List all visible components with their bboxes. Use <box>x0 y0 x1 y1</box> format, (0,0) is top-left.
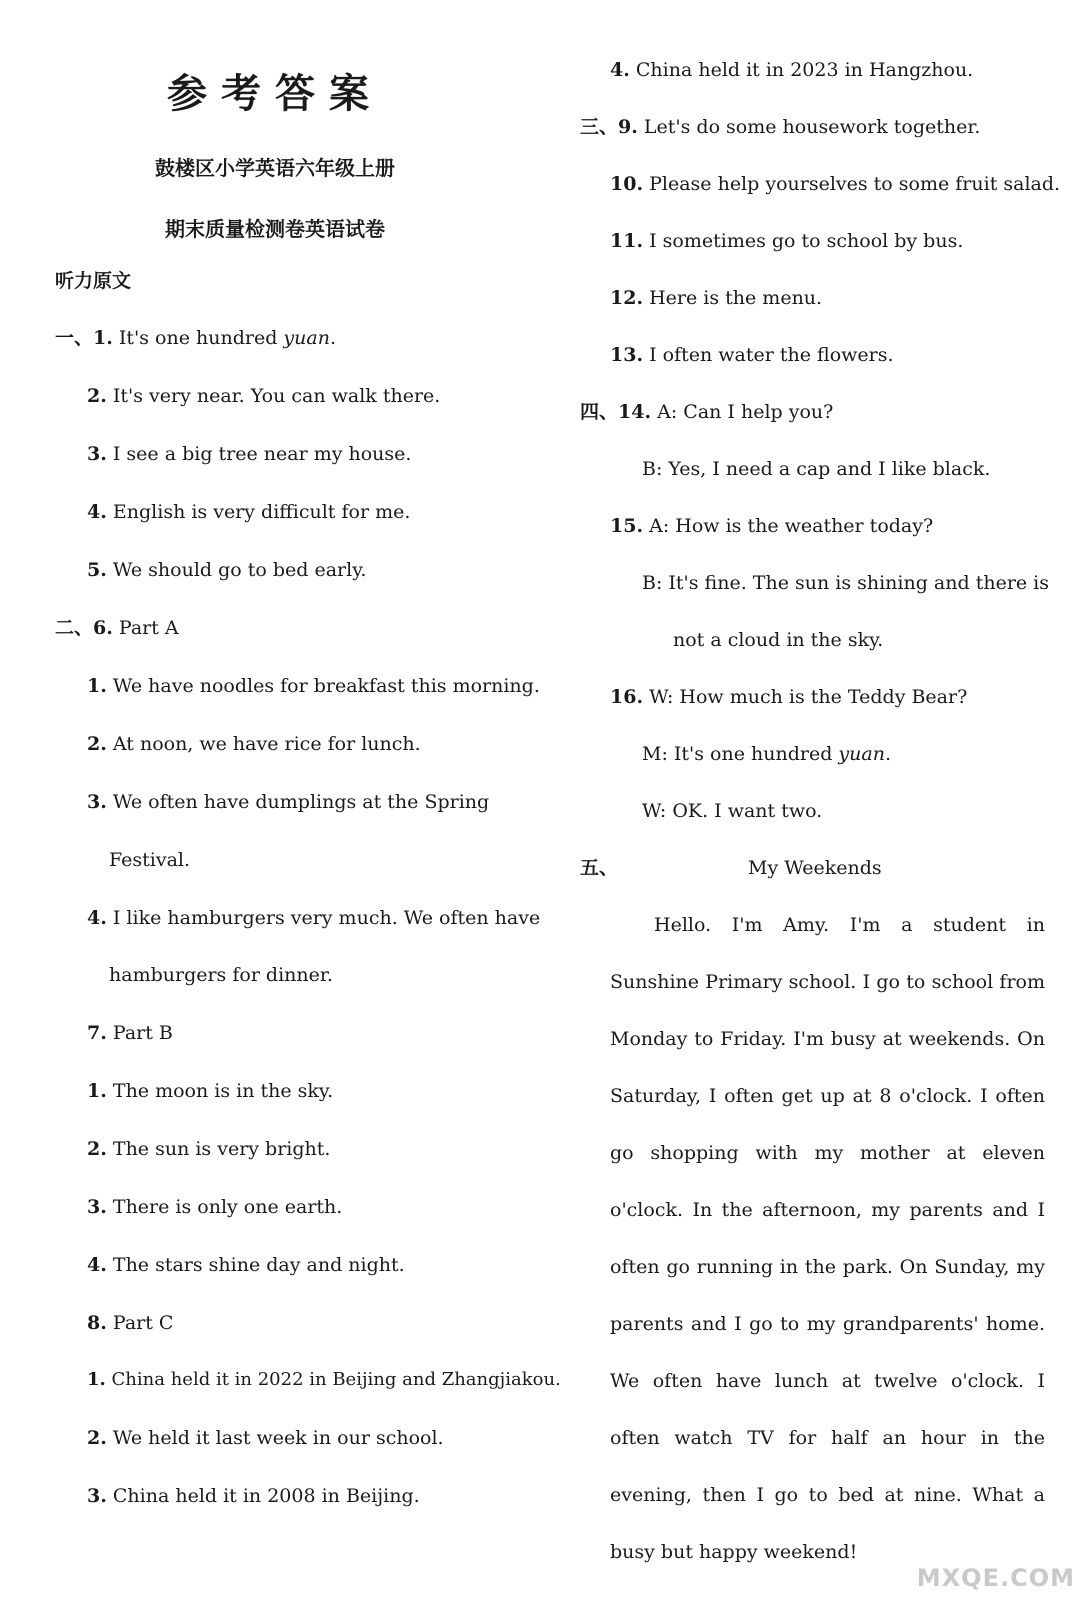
question-1: 一、1. It's one hundred yuan. <box>55 327 337 349</box>
dialogue-line: M: It's one hundred yuan. <box>642 743 892 765</box>
question-7: 7. Part B <box>87 1022 173 1044</box>
list-item: 2. The sun is very bright. <box>87 1138 331 1160</box>
question-3: 3. I see a big tree near my house. <box>87 443 412 465</box>
dialogue-line: B: Yes, I need a cap and I like black. <box>642 458 991 480</box>
question-10: 10. Please help yourselves to some fruit salad. <box>610 173 1061 195</box>
section-marker-5: 五、 <box>580 857 619 879</box>
question-6: 二、6. Part A <box>55 617 179 639</box>
dialogue-line: B: It's fine. The sun is shining and there is <box>642 572 1050 594</box>
list-item: 3. China held it in 2008 in Beijing. <box>87 1485 420 1507</box>
passage-text: Hello. I'm Amy. I'm a student in Sunshine Primary school. I go to school from Monday to Friday. I'm busy at weekends. On Saturday, I often get up at 8 o'clock. I often go shopping with my mother at eleven o'clock. In the afternoon, my parents and I often go running in the park. On Sunday, my parents and I go to my grandparents' home. We often have lunch at twelve o'clock. I often watch TV for half an hour in the evening, then I go to bed at nine. What a busy but happy weekend! <box>610 914 1045 1563</box>
question-14: 四、14. A: Can I help you? <box>580 401 834 423</box>
list-item: 2. We held it last week in our school. <box>87 1427 444 1449</box>
question-8: 8. Part C <box>87 1312 174 1334</box>
section-marker-1: 一、 <box>55 327 94 349</box>
section-5-header <box>580 855 618 881</box>
question-13: 13. I often water the flowers. <box>610 344 894 366</box>
list-item: hamburgers for dinner. <box>109 964 333 986</box>
watermark: MXQE.COM <box>916 1564 1075 1592</box>
list-item: 2. At noon, we have rice for lunch. <box>87 733 421 755</box>
exam-subtitle-2: 期末质量检测卷英语试卷 <box>165 217 385 241</box>
question-16: 16. W: How much is the Teddy Bear? <box>610 686 968 708</box>
exam-subtitle-1: 鼓楼区小学英语六年级上册 <box>155 156 395 180</box>
section-marker-4: 四、 <box>580 401 619 423</box>
question-12: 12. Here is the menu. <box>610 287 823 309</box>
list-item: Festival. <box>109 849 191 871</box>
question-15: 15. A: How is the weather today? <box>610 515 934 537</box>
passage-title: My Weekends <box>748 857 882 879</box>
list-item: 1. China held it in 2022 in Beijing and Zhangjiakou. <box>87 1369 561 1390</box>
section-heading: 听力原文 <box>55 270 132 292</box>
dialogue-line: W: OK. I want two. <box>642 800 823 822</box>
list-item: 4. The stars shine day and night. <box>87 1254 405 1276</box>
section-marker-3: 三、 <box>580 116 619 138</box>
question-11: 11. I sometimes go to school by bus. <box>610 230 964 252</box>
list-item: 3. There is only one earth. <box>87 1196 343 1218</box>
page-title: 参考答案 <box>167 71 383 117</box>
list-item: 3. We often have dumplings at the Spring <box>87 791 490 813</box>
list-item: 1. The moon is in the sky. <box>87 1080 334 1102</box>
section-marker-2: 二、 <box>55 617 94 639</box>
question-4: 4. English is very difficult for me. <box>87 501 411 523</box>
list-item: 1. We have noodles for breakfast this morning. <box>87 675 540 697</box>
question-9: 三、9. Let's do some housework together. <box>580 116 981 138</box>
dialogue-line: not a cloud in the sky. <box>673 629 884 651</box>
list-item: 4. China held it in 2023 in Hangzhou. <box>610 59 974 81</box>
question-5: 5. We should go to bed early. <box>87 559 367 581</box>
question-2: 2. It's very near. You can walk there. <box>87 385 441 407</box>
list-item: 4. I like hamburgers very much. We often have <box>87 907 541 929</box>
